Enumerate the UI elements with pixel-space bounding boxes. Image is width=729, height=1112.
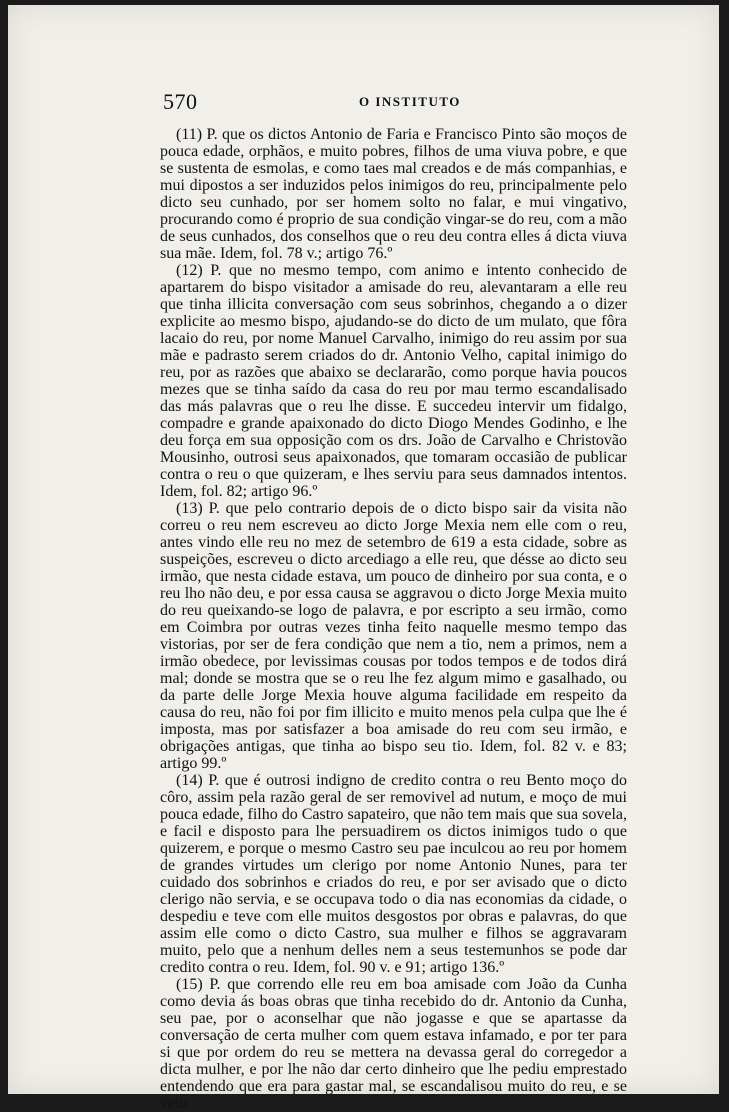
page-number: 570 <box>163 89 198 114</box>
page-header <box>163 89 583 113</box>
running-title: O INSTITUTO <box>359 94 461 109</box>
paragraph-13: (13) P. que pelo contrario depois de o dicto bispo sair da visita não correu o reu nem escreveu ao dicto Jorge Mexia nem elle com o reu, antes vindo elle reu no mez de setembro de 619 a esta cidade, sobre as suspeições, escreveu o dicto arcediago a elle reu, que désse ao dicto seu irmão, que nesta cidade estava, um pouco de dinheiro por sua conta, e o reu lho não deu, e por essa causa se aggravou o dicto Jorge Mexia muito do reu queixando-se logo de palavra, e por escripto a seu irmão, como em Coimbra por outras vezes tinha feito naquelle mesmo tempo das vistorias, por ser de fera condição que nem a tio, nem a primos, nem a irmão obedece, por levissimas cousas por todos tempos e de todos dirá mal; donde se mostra que se o reu lhe fez algum mimo e gasalhado, ou da parte delle Jorge Mexia houve alguma facilidade em respeito da causa do reu, não foi por fim illicito e muito menos pela culpa que lhe é imposta, mas por satisfazer a boa amisade do reu com seu irmão, e obrigações antigas, que tinha ao bispo seu tio. Idem, fol. 82 v. e 83; artigo 99.º <box>160 500 627 772</box>
paragraph-14: (14) P. que é outrosi indigno de credito contra o reu Bento moço do côro, assim pela razão geral de ser removivel ad nutum, e moço de mui pouca edade, filho do Castro sapateiro, que não tem mais que sua sovela, e facil e disposto para lhe persuadirem os dictos inimigos tudo o que quizerem, e porque o mesmo Castro seu pae inculcou ao reu por homem de grandes virtudes um clerigo por nome Antonio Nunes, para ter cuidado dos sobrinhos e criados do reu, e por ser avisado que o dicto clerigo não servia, e se occupava todo o dia nas economias da cidade, o despediu e teve com elle muitos desgostos por obras e palavras, do que assim elle como o dicto Castro, sua mulher e filhos se aggravaram muito, pelo que a nenhum delles nem a seus testemunhos se pode dar credito contra o reu. Idem, fol. 90 v. e 91; artigo 136.º <box>160 772 627 976</box>
paragraph-12: (12) P. que no mesmo tempo, com animo e intento conhecido de apartarem do bispo visitador a amisade do reu, alevantaram a elle reu que tinha illicita conversação com seus sobrinhos, chegando a o dizer explicite ao mesmo bispo, ajudando-se do dicto de um mulato, que fôra lacaio do reu, por nome Manuel Carvalho, inimigo do reu assim por sua mãe e padrasto serem criados do dr. Antonio Velho, capital inimigo do reu, por as razões que abaixo se declararão, como porque havia poucos mezes que se tinha saído da casa do reu por mau termo escandalisado das más palavras que o reu lhe disse. E succedeu intervir um fidalgo, compadre e grande apaixonado do dicto Diogo Mendes Godinho, e lhe deu força em sua opposição com os drs. João de Carvalho e Christovão Mousinho, outrosi seus apaixonados, que tomaram occasião de publicar contra o reu o que quizeram, e lhes serviu para seus damnados intentos. Idem, fol. 82; artigo 96.º <box>160 262 627 500</box>
paragraph-15: (15) P. que correndo elle reu em boa amisade com João da Cunha como devia ás boas obras que tinha recebido do dr. Antonio da Cunha, seu pae, por o aconselhar que não jogasse e que se apartasse da conversação de certa mulher com quem estava infamado, e por ter para si que por ordem do reu se mettera na devassa geral do corregedor a dicta mulher, e por lhe não dar certo dinheiro que lhe pediu emprestado entendendo que era para gastar mal, se escandalisou muito do reu, e se veiu <box>160 976 627 1112</box>
body-text <box>160 126 627 1112</box>
paragraph-11: (11) P. que os dictos Antonio de Faria e Francisco Pinto são moços de pouca edade, orphãos, e muito pobres, filhos de uma viuva pobre, e que se sustenta de esmolas, e como taes mal creados e de más companhias, e mui dipostos a ser induzidos pelos inimigos do reu, principalmente pelo dicto seu cunhado, por ser homem solto no falar, e mui vingativo, procurando como é proprio de sua condição vingar-se do reu, com a mão de seus cunhados, dos conselhos que o reu deu contra elles á dicta viuva sua mãe. Idem, fol. 78 v.; artigo 76.º <box>160 126 627 262</box>
